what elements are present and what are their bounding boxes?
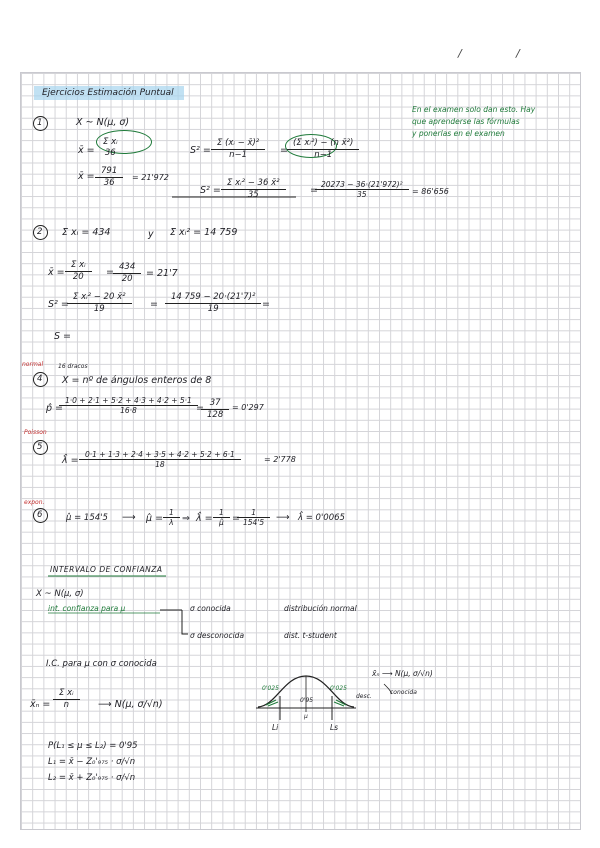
- exercise-1-number: 1: [37, 118, 43, 128]
- ex4-pre: 16 dracos: [58, 363, 88, 370]
- ex5-result: = 2'778: [264, 455, 296, 464]
- ex4-p-result: = 0'297: [232, 403, 264, 412]
- ex2-xbar-lhs: x̄ =: [48, 267, 65, 278]
- ex1-xbar2-num: 791: [101, 166, 118, 176]
- ex1-distribution: X ~ N(μ, σ): [76, 117, 130, 128]
- ic-branch-2-result: dist. t-student: [284, 631, 337, 640]
- ex2-xbar2-num: 434: [119, 262, 136, 272]
- ex6-mu2-den: λ: [163, 517, 180, 527]
- ex4-p2-den: 128: [201, 409, 229, 421]
- ex1-s2c-den: 35: [221, 189, 286, 201]
- ic-xn-lhs: x̄ₙ =: [30, 699, 51, 710]
- ex6-implies: ⇒: [182, 513, 190, 524]
- ex1-s2d-num: 20273 − 36·(21'972)²: [321, 180, 403, 189]
- ex2-eq-1: =: [106, 267, 114, 278]
- ex2-eq-2: =: [150, 299, 158, 310]
- ex2-s-line: S =: [54, 331, 72, 342]
- ex1-s2-den: n−1: [211, 149, 265, 161]
- ex2-s2-lhs: S² =: [48, 299, 69, 310]
- ic-branch-1: σ conocida: [190, 604, 231, 613]
- ex6-lam2-den: 154'5: [237, 517, 270, 527]
- ic-branch-1-result: distribución normal: [284, 604, 357, 613]
- exercise-6-number: 6: [37, 510, 43, 520]
- ex1-s2-equals: =: [280, 145, 288, 156]
- ic-case: I.C. para μ con σ conocida: [46, 659, 157, 669]
- ex1-xbar2-result: = 21'972: [132, 173, 169, 182]
- ex6-mu: μ̂ = 154'5: [66, 513, 108, 523]
- ic-distribution: X ~ N(μ, σ): [36, 589, 84, 599]
- ex2-s2b-num: 14 759 − 20·(21'7)²: [171, 292, 256, 302]
- ex2-and: y: [148, 229, 154, 240]
- ic-branch-lines: [160, 610, 188, 634]
- ex5-lhs: λ̂ =: [62, 455, 79, 466]
- ex4-p-den: 16·8: [59, 405, 198, 415]
- ex2-xbar-num: Σ xᵢ: [71, 260, 86, 270]
- ex6-mu2-lhs: μ̂ =: [146, 513, 164, 524]
- ex1-xbar-den: 36: [104, 147, 116, 158]
- ic-probability: P(L₁ ≤ μ ≤ L₂) = 0'95: [48, 741, 138, 751]
- ex6-mu2-num: 1: [169, 508, 174, 517]
- ex1-xbar2-lhs: x̄ =: [78, 171, 95, 182]
- ex1-xbar-num: Σ xᵢ: [103, 137, 118, 147]
- ic-pointer-arrow: [384, 684, 392, 694]
- exercise-2-number: 2: [37, 227, 43, 237]
- exercise-5-number: 5: [37, 442, 43, 452]
- ic-center-prob: 0'95: [300, 697, 314, 704]
- ex5-tag: Poisson: [24, 429, 47, 436]
- ex2-xbar-den: 20: [65, 271, 92, 283]
- ic-mu-label: μ: [304, 713, 308, 720]
- ex6-arrow-2: ⟶: [276, 512, 290, 523]
- ic-xn-den: n: [53, 699, 80, 711]
- ic-l2: L₂ = x̄ + Z₀'₉₇₅ · σ/√n: [48, 773, 136, 783]
- ex4-p-eq: =: [196, 403, 204, 414]
- ic-xn-num: Σ xᵢ: [59, 688, 74, 698]
- ex1-s2-lhs: S² =: [190, 145, 211, 156]
- ic-li-label: Li: [272, 723, 279, 732]
- ex1-s2c-lhs: S² =: [200, 185, 221, 196]
- ex6-tag: expon.: [24, 499, 45, 506]
- date-slash-1: /: [458, 47, 462, 60]
- ic-heading: INTERVALO DE CONFIANZA: [50, 565, 163, 574]
- ic-alpha-left: 0'025: [262, 685, 279, 692]
- ic-branch-2: σ desconocida: [190, 631, 245, 640]
- ex2-sum1: Σ xᵢ = 434: [62, 227, 111, 238]
- ex5-den: 18: [79, 459, 241, 469]
- exercise-4-number: 4: [37, 374, 43, 384]
- ex5-num: 0·1 + 1·3 + 2·4 + 3·5 + 4·2 + 5·2 + 6·1: [85, 450, 235, 459]
- ic-conocida-label: conocida: [390, 689, 417, 696]
- ex1-xbar2-den: 36: [95, 177, 123, 189]
- ex2-sum2: Σ xᵢ² = 14 759: [170, 227, 238, 238]
- ic-subtitle: int. confianza para μ: [48, 604, 126, 613]
- ex1-s2-result: = 86'656: [412, 187, 449, 196]
- ex1-s2b-den: n−1: [287, 149, 359, 161]
- ex6-lam2-num: 1: [251, 508, 256, 517]
- ex6-lam-eq: =: [232, 513, 240, 524]
- ex1-s2c-equals: =: [310, 185, 318, 196]
- ex1-s2d-den: 35: [315, 189, 409, 199]
- ex4-p-num: 1·0 + 2·1 + 5·2 + 4·3 + 4·2 + 5·1: [65, 396, 192, 405]
- ex2-s2b-den: 19: [165, 303, 261, 315]
- ic-desc-label: desc.: [356, 693, 372, 700]
- ic-alpha-right: 0'025: [330, 685, 347, 692]
- ic-right-distribution: x̄ₙ ⟶ N(μ, σ/√n): [372, 669, 433, 678]
- ex2-s2-den: 19: [67, 303, 132, 315]
- ic-xn-result: ⟶ N(μ, σ/√n): [98, 699, 163, 710]
- note-line-1: En el examen solo dan esto. Hay: [412, 105, 536, 114]
- ex1-xbar-lhs: x̄ =: [78, 145, 95, 156]
- ex1-s2-num: Σ (xᵢ − x̄)²: [217, 138, 260, 148]
- note-line-3: y ponerlas en el examen: [412, 129, 505, 138]
- note-line-2: que aprenderse las fórmulas: [412, 117, 520, 126]
- ex6-arrow-1: ⟶: [122, 512, 136, 523]
- ex6-lambda-result: λ̂ = 0'0065: [298, 513, 345, 523]
- ex6-lam-num: 1: [219, 508, 224, 517]
- ex4-definition: X = nº de ángulos enteros de 8: [62, 375, 212, 386]
- ex1-s2c-num: Σ xᵢ² − 36 x̄²: [227, 178, 280, 188]
- ex6-lam-den: μ̂: [213, 517, 230, 527]
- ex2-s2-result: =: [262, 299, 270, 310]
- date-slash-2: /: [516, 47, 520, 60]
- ex4-p2-num: 37: [209, 398, 221, 408]
- ex1-s2b-num: (Σ xᵢ²) − (n x̄²): [293, 138, 354, 148]
- ex2-xbar-result: = 21'7: [146, 268, 178, 279]
- page-title: Ejercicios Estimación Puntual: [42, 88, 174, 98]
- ex4-p-lhs: p̂ =: [46, 403, 64, 414]
- ex2-s2-num: Σ xᵢ² − 20 x̄²: [73, 292, 126, 302]
- ic-ls-label: Ls: [330, 723, 339, 732]
- ex4-tag: normal: [22, 361, 44, 368]
- ex2-xbar2-den: 20: [113, 273, 141, 285]
- ex6-lam-lhs: λ̂ =: [196, 513, 213, 524]
- ic-l1: L₁ = x̄ − Z₀'₉₇₅ · σ/√n: [48, 757, 136, 767]
